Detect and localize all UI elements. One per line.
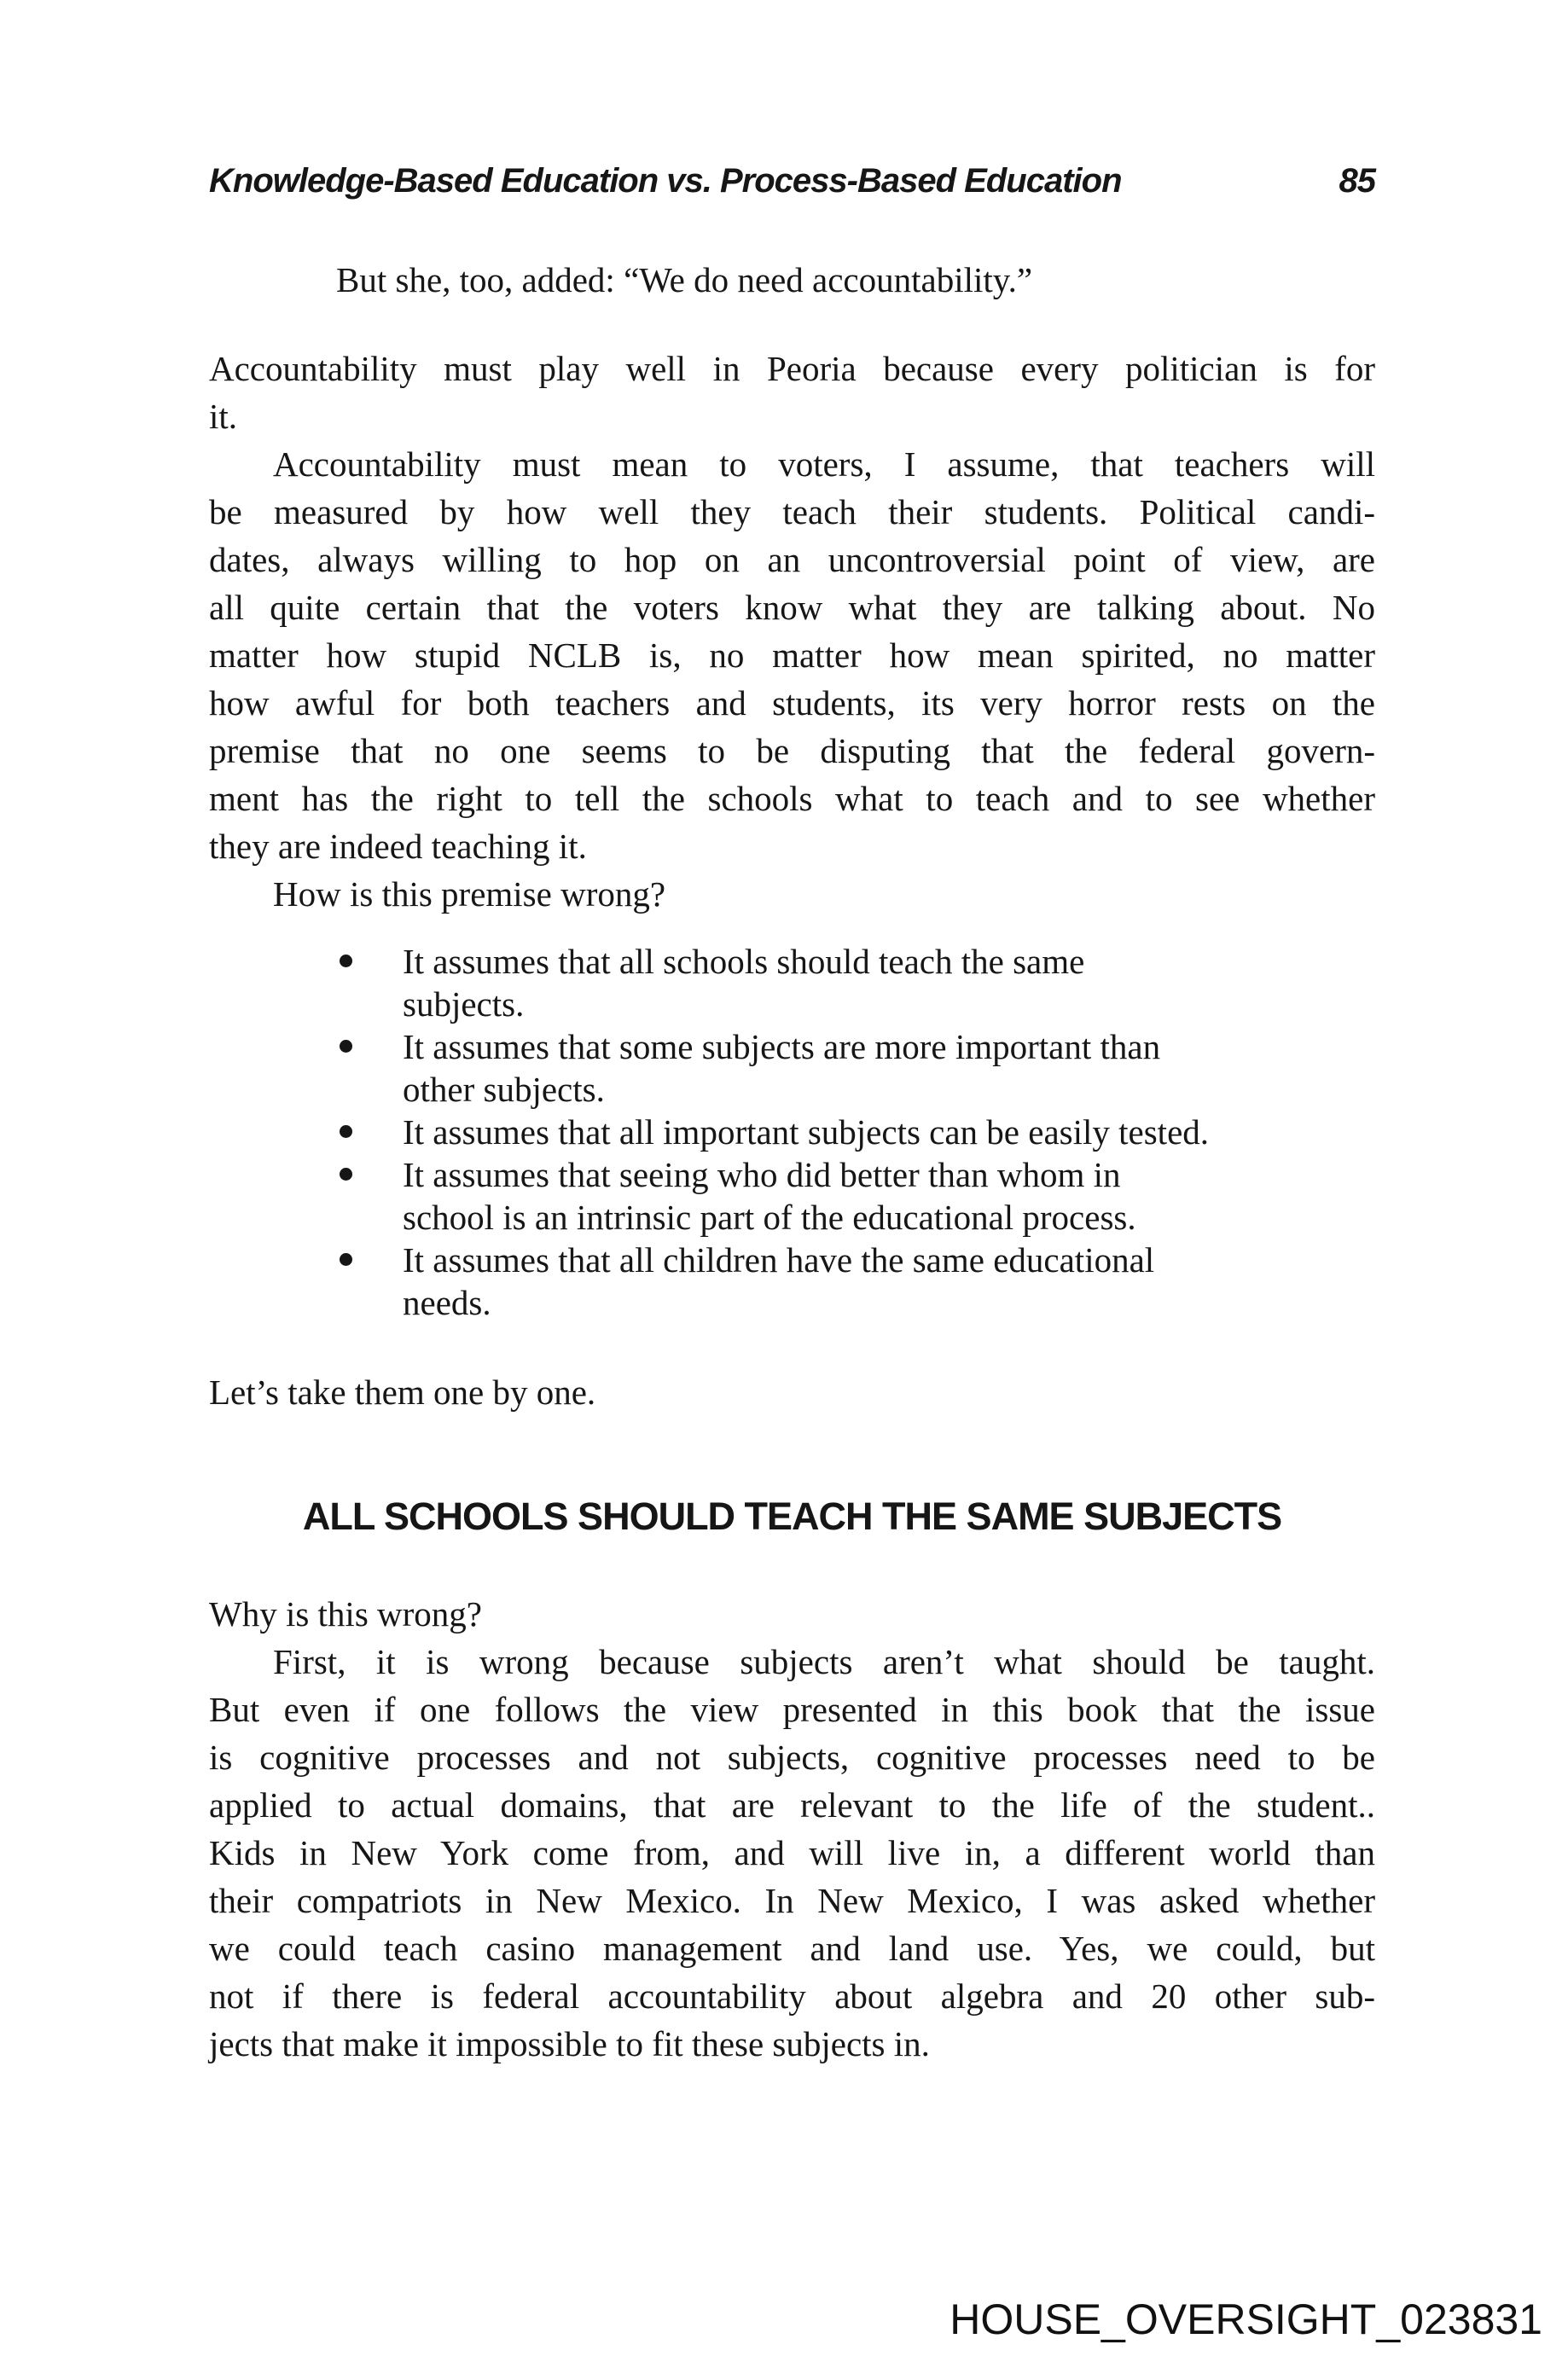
transition-line: Let’s take them one by one. <box>209 1373 596 1412</box>
text-line: Accountability must play well in Peoria because every politician is for <box>209 349 1375 388</box>
text-line: it. <box>209 397 238 436</box>
section-heading: ALL SCHOOLS SHOULD TEACH THE SAME SUBJECTS <box>302 1494 1282 1538</box>
bullet-icon <box>340 1168 352 1181</box>
text-line: matter how stupid NCLB is, no matter how mean spirited, no matter <box>209 635 1375 675</box>
bullet-text <box>403 1153 1375 1239</box>
text-line: Accountability must mean to voters, I assume, that teachers will <box>273 444 1375 484</box>
text-line: is cognitive processes and not subjects, cognitive processes need to be <box>209 1738 1375 1777</box>
text-line: other subjects. <box>403 1070 605 1109</box>
text-line: their compatriots in New Mexico. In New Mexico, I was asked whether <box>209 1881 1375 1920</box>
paragraph-voters <box>209 440 1375 870</box>
bullet-text <box>403 1111 1375 1153</box>
bullet-icon <box>340 1253 352 1266</box>
text-line: Kids in New York come from, and will live in, a different world than <box>209 1833 1375 1872</box>
text-line: needs. <box>403 1283 491 1322</box>
bullet-list <box>209 940 1375 1324</box>
bullet-text <box>403 1239 1375 1324</box>
text-line: they are indeed teaching it. <box>209 827 587 866</box>
text-line: not if there is federal accountability about algebra and 20 other sub- <box>209 1976 1375 2016</box>
bullet-icon <box>340 955 352 967</box>
text-line: But even if one follows the view presented in this book that the issue <box>209 1690 1375 1729</box>
text-line: It assumes that all schools should teach the same <box>403 942 1085 981</box>
bullet-icon <box>340 1040 352 1053</box>
text-line: First, it is wrong because subjects aren’t what should be taught. <box>273 1642 1375 1681</box>
bullet-text <box>403 940 1375 1025</box>
text-line: It assumes that all children have the same educational <box>403 1240 1155 1280</box>
bullet-text <box>403 1025 1375 1111</box>
text-line: ment has the right to tell the schools what to teach and to see whether <box>209 779 1375 818</box>
text-line: school is an intrinsic part of the educational process. <box>403 1198 1136 1237</box>
body-text <box>209 345 1375 2068</box>
text-line: applied to actual domains, that are relevant to the life of the student.. <box>209 1785 1375 1825</box>
text-line: subjects. <box>403 984 525 1024</box>
text-line: we could teach casino management and land use. Yes, we could, but <box>209 1929 1375 1968</box>
list-item <box>209 1153 1375 1239</box>
text-line: how awful for both teachers and students, its very horror rests on the <box>209 683 1375 723</box>
premise-question: How is this premise wrong? <box>273 874 666 914</box>
page-number: 85 <box>1339 162 1375 200</box>
text-line: It assumes that some subjects are more important than <box>403 1027 1161 1066</box>
text-line: premise that no one seems to be disputing that the federal govern- <box>209 731 1375 770</box>
paragraph-first-wrong <box>209 1638 1375 2068</box>
text-line: all quite certain that the voters know what they are talking about. No <box>209 588 1375 627</box>
text-line: jects that make it impossible to fit these subjects in. <box>209 2024 930 2063</box>
intro-quote: But she, too, added: “We do need accountability.” <box>336 260 1033 299</box>
paragraph-peoria <box>209 345 1375 440</box>
page-content <box>209 0 1375 2068</box>
text-line: It assumes that all important subjects can be easily tested. <box>403 1112 1210 1152</box>
text-line: be measured by how well they teach their students. Political candi- <box>209 492 1375 531</box>
list-item <box>209 940 1375 1025</box>
text-line: dates, always willing to hop on an uncontroversial point of view, are <box>209 540 1375 579</box>
running-header <box>209 160 1375 201</box>
oversight-stamp: HOUSE_OVERSIGHT_023831 <box>950 2295 1542 2343</box>
list-item <box>209 1025 1375 1111</box>
why-question: Why is this wrong? <box>209 1594 482 1634</box>
bullet-icon <box>340 1125 352 1138</box>
list-item <box>209 1239 1375 1324</box>
text-line: It assumes that seeing who did better than whom in <box>403 1155 1121 1194</box>
list-item <box>209 1111 1375 1153</box>
chapter-title: Knowledge-Based Education vs. Process-Based Education <box>209 162 1122 200</box>
